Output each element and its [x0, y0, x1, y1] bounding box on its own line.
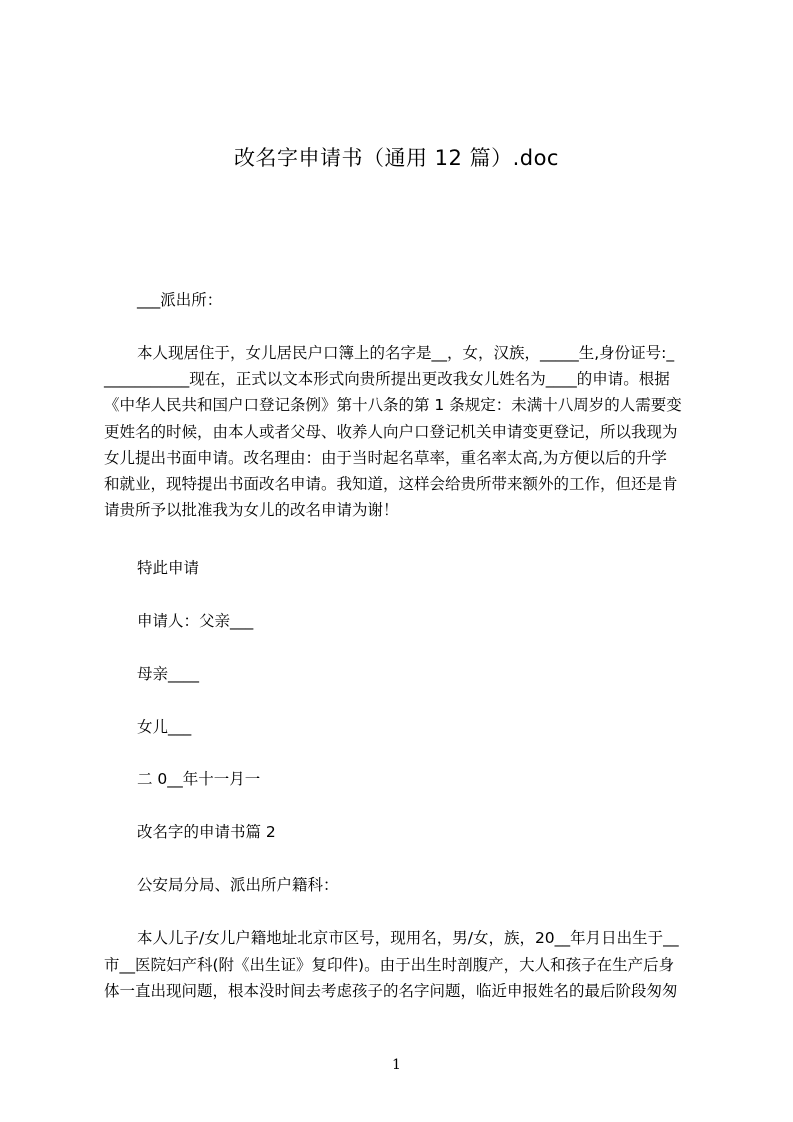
letter2-body-line: 体一直出现问题，根本没时间去考虑孩子的名字问题，临近申报姓名的最后阶段匆匆 [104, 982, 678, 1000]
letter2-body-line: 市__医院妇产科(附《出生证》复印件)。由于出生时剖腹产，大人和孩子在生产后身 [104, 956, 675, 974]
page-number: 1 [392, 1057, 401, 1073]
letter1-closing: 特此申请 [137, 559, 200, 577]
letter1-body-line: 本人现居住于，女儿居民户口簿上的名字是__，女，汉族，_____生,身份证号:_ [137, 344, 675, 362]
letter1-body-line: 和就业，现特提出书面改名申请。我知道，这样会给贵所带来额外的工作，但还是肯 [104, 475, 678, 493]
letter1-recipient: ___派出所： [137, 291, 223, 309]
letter1-date: 二 0__年十一月一 [137, 770, 261, 788]
letter2-recipient: 公安局分局、派出所户籍科： [137, 876, 339, 894]
applicant-mother: 母亲____ [137, 665, 200, 683]
applicant-father: 申请人：父亲___ [137, 612, 254, 630]
letter1-body-line: 女儿提出书面申请。改名理由：由于当时起名草率，重名率太高,为方便以后的升学 [104, 449, 667, 467]
document-title: 改名字申请书（通用 12 篇）.doc [234, 146, 559, 170]
letter2-body-line: 本人儿子/女儿户籍地址北京市区号，现用名，男/女，族，20__年月日出生于__ [137, 929, 679, 947]
letter2-heading: 改名字的申请书篇 2 [137, 823, 276, 841]
letter1-body-line: 更姓名的时候，由本人或者父母、收养人向户口登记机关申请变更登记，所以我现为 [104, 423, 678, 441]
letter1-body-line: 《中华人民共和国户口登记条例》第十八条的第 1 条规定：未满十八周岁的人需要变 [104, 396, 682, 414]
applicant-daughter: 女儿___ [137, 718, 192, 736]
letter1-body-line: 请贵所予以批准我为女儿的改名申请为谢！ [104, 501, 399, 519]
letter1-body-line: ___________现在，正式以文本形式向贵所提出更改我女儿姓名为____的申请。根据 [104, 370, 670, 388]
